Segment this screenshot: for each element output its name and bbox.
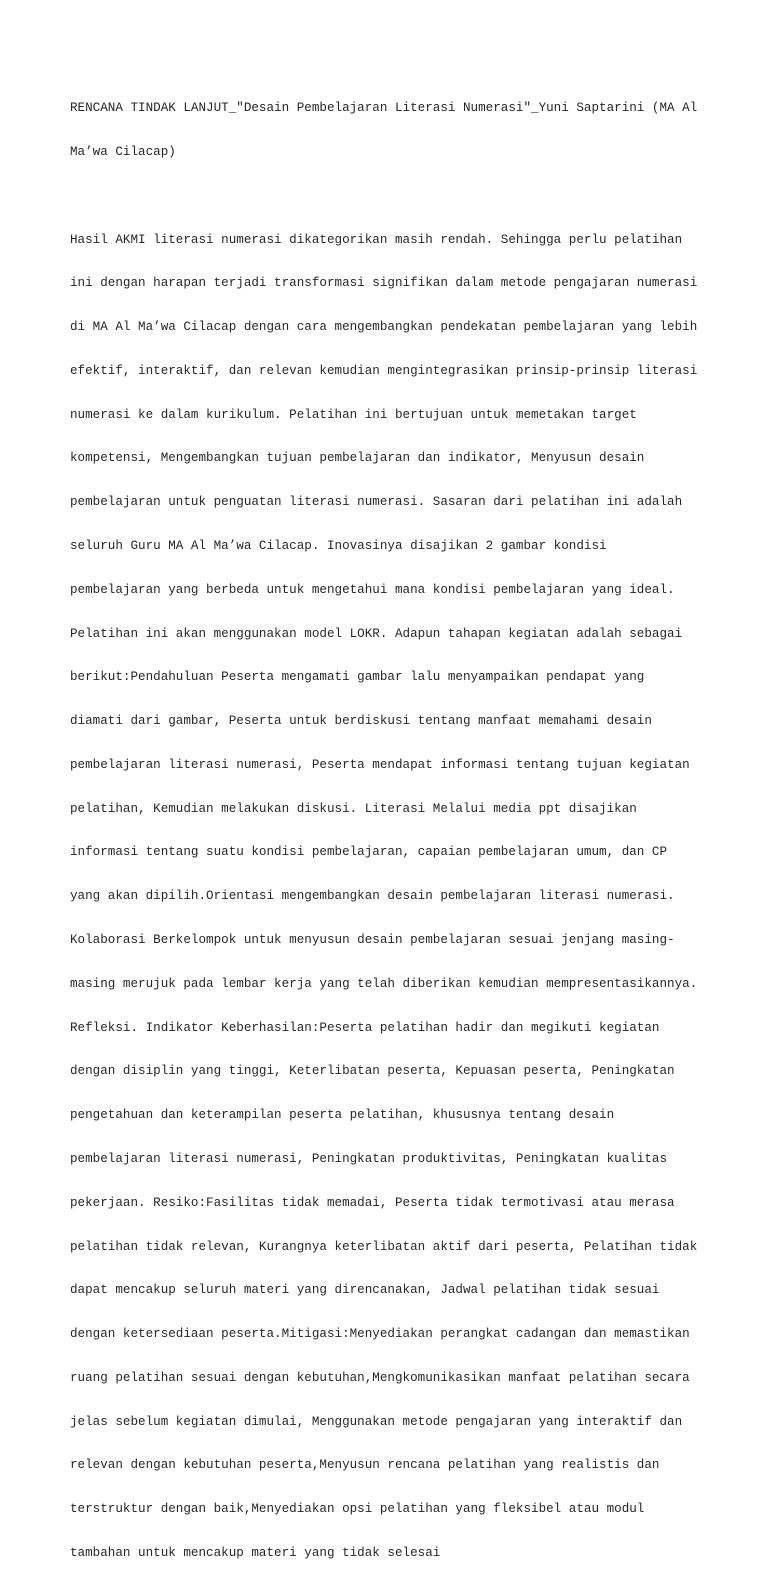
document-page: [70, 72, 702, 1590]
body-line: diamati dari gambar, Peserta untuk berdiskusi tentang manfaat memahami desain: [70, 714, 652, 729]
body-line: masing merujuk pada lembar kerja yang telah diberikan kemudian mempresentasikannya.: [70, 976, 698, 991]
document-title-line: Ma’wa Cilacap): [70, 144, 176, 159]
document-title-line: RENCANA TINDAK LANJUT_"Desain Pembelajaran Literasi Numerasi"_Yuni Saptarini (MA Al: [70, 101, 698, 116]
body-line: seluruh Guru MA Al Ma’wa Cilacap. Inovasinya disajikan 2 gambar kondisi: [70, 539, 607, 553]
body-line: dengan ketersediaan peserta.Mitigasi:Menyediakan perangkat cadangan dan memastikan: [70, 1327, 690, 1342]
body-line: dapat mencakup seluruh materi yang direncanakan, Jadwal pelatihan tidak sesuai: [70, 1283, 660, 1298]
body-line: Hasil AKMI literasi numerasi dikategorikan masih rendah. Sehingga perlu pelatihan: [70, 232, 683, 247]
body-line: tambahan untuk mencakup materi yang tidak selesai: [70, 1545, 441, 1560]
body-line: Refleksi. Indikator Keberhasilan:Peserta pelatihan hadir dan megikuti kegiatan: [70, 1020, 660, 1035]
body-line: efektif, interaktif, dan relevan kemudian mengintegrasikan prinsip-prinsip literasi: [70, 363, 698, 378]
body-line: ruang pelatihan sesuai dengan kebutuhan,Mengkomunikasikan manfaat pelatihan secara: [70, 1370, 690, 1385]
body-line: kompetensi, Mengembangkan tujuan pembelajaran dan indikator, Menyusun desain: [70, 451, 645, 466]
body-line: pelatihan tidak relevan, Kurangnya keterlibatan aktif dari peserta, Pelatihan tidak: [70, 1239, 698, 1254]
body-line: di MA Al Ma’wa Cilacap dengan cara mengembangkan pendekatan pembelajaran yang lebih: [70, 320, 698, 335]
body-line: Kolaborasi Berkelompok untuk menyusun desain pembelajaran sesuai jenjang masing-: [70, 933, 675, 948]
document-title: [70, 72, 702, 189]
body-line: informasi tentang suatu kondisi pembelajaran, capaian pembelajaran umum, dan CP: [70, 845, 668, 860]
body-line: numerasi ke dalam kurikulum. Pelatihan ini bertujuan untuk memetakan target: [70, 407, 637, 422]
body-line: pembelajaran untuk penguatan literasi numerasi. Sasaran dari pelatihan ini adalah: [70, 495, 683, 510]
body-line: pekerjaan. Resiko:Fasilitas tidak memadai, Peserta tidak termotivasi atau merasa: [70, 1195, 675, 1210]
body-line: jelas sebelum kegiatan dimulai, Menggunakan metode pengajaran yang interaktif dan: [70, 1414, 683, 1429]
body-line: pembelajaran yang berbeda untuk mengetahui mana kondisi pembelajaran yang ideal.: [70, 582, 675, 597]
document-body: [70, 203, 702, 1589]
body-line: pembelajaran literasi numerasi, Peningkatan produktivitas, Peningkatan kualitas: [70, 1151, 668, 1166]
body-line: yang akan dipilih.Orientasi mengembangkan desain pembelajaran literasi numerasi.: [70, 889, 675, 904]
body-line: pembelajaran literasi numerasi, Peserta mendapat informasi tentang tujuan kegiatan: [70, 757, 690, 772]
body-line: dengan disiplin yang tinggi, Keterlibatan peserta, Kepuasan peserta, Peningkatan: [70, 1064, 675, 1079]
body-line: relevan dengan kebutuhan peserta,Menyusun rencana pelatihan yang realistis dan: [70, 1458, 660, 1473]
body-line: ini dengan harapan terjadi transformasi signifikan dalam metode pengajaran numerasi: [70, 276, 698, 291]
body-line: Pelatihan ini akan menggunakan model LOKR. Adapun tahapan kegiatan adalah sebagai: [70, 626, 683, 641]
body-line: terstruktur dengan baik,Menyediakan opsi pelatihan yang fleksibel atau modul: [70, 1502, 645, 1517]
body-line: berikut:Pendahuluan Peserta mengamati gambar lalu menyampaikan pendapat yang: [70, 670, 645, 685]
body-line: pengetahuan dan keterampilan peserta pelatihan, khususnya tentang desain: [70, 1108, 615, 1123]
body-line: pelatihan, Kemudian melakukan diskusi. Literasi Melalui media ppt disajikan: [70, 801, 637, 816]
